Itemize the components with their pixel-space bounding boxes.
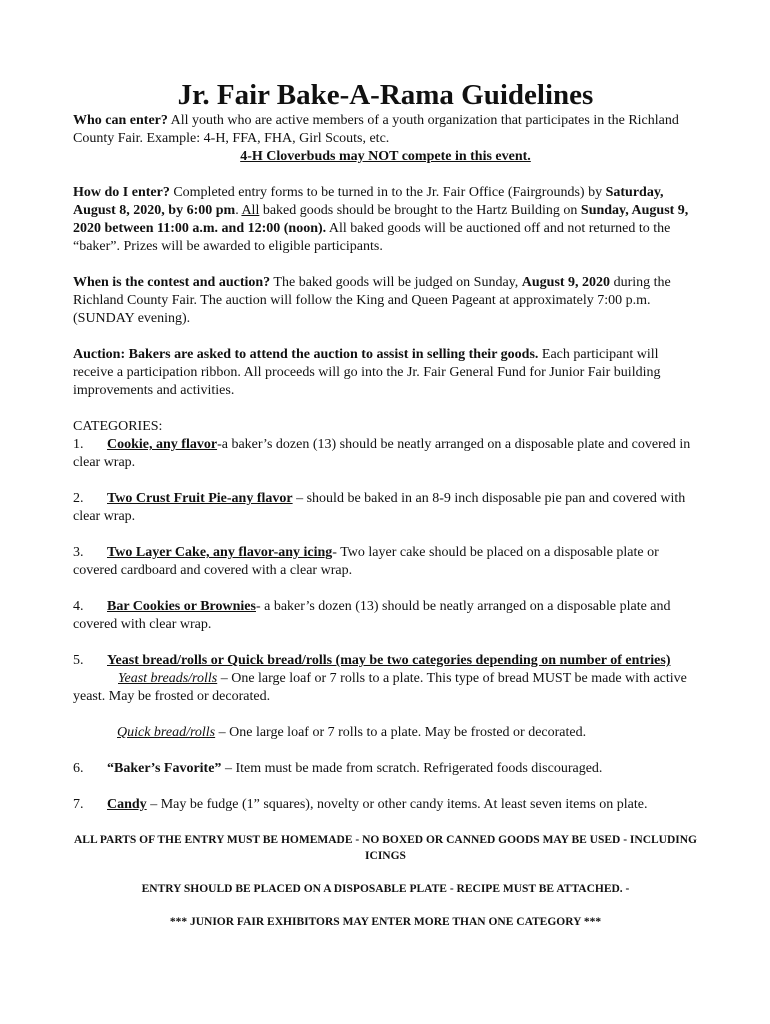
category-item — [73, 598, 698, 634]
category-desc: – Item must be made from scratch. Refrigerated foods discouraged. — [221, 761, 603, 776]
auction-section — [73, 346, 698, 400]
categories-heading: CATEGORIES: — [73, 419, 163, 434]
how-question: How do I enter? — [73, 185, 170, 200]
auction-text: Each participant will receive a participation ribbon. All proceeds will go into the Jr. Fair General Fund for Junior Fair building improvements and activities. — [73, 347, 661, 398]
category-number: 7. — [73, 797, 84, 812]
plate-notice: ENTRY SHOULD BE PLACED ON A DISPOSABLE PLATE - RECIPE MUST BE ATTACHED. - — [141, 883, 630, 895]
category-number: 4. — [73, 599, 84, 614]
who-paragraph — [73, 112, 698, 148]
category-desc: -a baker’s dozen (13) should be neatly arranged on a disposable plate and covered in clear wrap. — [73, 437, 691, 470]
category-number: 5. — [73, 653, 84, 668]
judging-date: August 9, 2020 — [521, 275, 611, 290]
auction-paragraph — [73, 346, 698, 400]
when-question: When is the contest and auction? — [73, 275, 271, 290]
category-name: Two Crust Fruit Pie-any flavor — [107, 491, 293, 506]
dropoff-date: Sunday, August 9, 2020 between 11:00 a.m. and 12:00 (noon). — [73, 203, 689, 236]
when-paragraph — [73, 274, 698, 328]
deadline-date: Saturday, August 8, 2020, by 6:00 pm — [73, 185, 664, 218]
category-item — [73, 490, 698, 526]
homemade-notice: ALL PARTS OF THE ENTRY MUST BE HOMEMADE - NO BOXED OR CANNED GOODS MAY BE USED - INCLUDING ICINGS — [73, 834, 698, 862]
category-item — [73, 652, 698, 670]
category-name: Two Layer Cake, any flavor-any icing — [107, 545, 333, 560]
auction-heading: Auction: Bakers are asked to attend the auction to assist in selling their goods. — [73, 347, 539, 362]
category-item — [73, 544, 698, 580]
category-item — [73, 796, 698, 814]
document-title: Jr. Fair Bake-A-Rama Guidelines — [177, 79, 594, 111]
how-section — [73, 184, 698, 256]
how-text-3: baked goods should be brought to the Hartz Building on — [259, 203, 581, 218]
cloverbuds-notice: 4-H Cloverbuds may NOT compete in this event. — [240, 149, 531, 164]
category-number: 2. — [73, 491, 84, 506]
category-number: 6. — [73, 761, 84, 776]
who-section — [73, 112, 698, 166]
category-name: Candy — [107, 797, 147, 812]
when-text-2: during the Richland County Fair. The auction will follow the King and Queen Pageant at approximately 7:00 p.m. (SUNDAY evening). — [73, 275, 671, 326]
category-desc: - Two layer cake should be placed on a disposable plate or covered cardboard and covered with a clear wrap. — [73, 545, 659, 578]
quick-name: Quick bread/rolls — [117, 725, 216, 740]
category-item — [73, 436, 698, 472]
category-item — [73, 760, 698, 778]
category-number: 3. — [73, 545, 84, 560]
yeast-name: Yeast breads/rolls — [118, 671, 218, 686]
category-desc: – should be baked in an 8-9 inch disposable pie pan and covered with clear wrap. — [73, 491, 686, 524]
yeast-subcategory — [73, 670, 698, 706]
who-question: Who can enter? — [73, 113, 168, 128]
how-text-1: Completed entry forms to be turned in to the Jr. Fair Office (Fairgrounds) by — [169, 185, 606, 200]
how-all: All — [241, 203, 260, 218]
who-text: All youth who are active members of a youth organization that participates in the Richland County Fair. Example: 4-H, FFA, FHA, Girl Scouts, etc. — [73, 113, 679, 146]
category-name: Yeast bread/rolls or Quick bread/rolls (may be two categories depending on number of entries) — [107, 653, 671, 668]
quick-desc: – One large loaf or 7 rolls to a plate. May be frosted or decorated. — [215, 725, 587, 740]
category-name: “Baker’s Favorite” — [107, 761, 222, 776]
quick-subcategory — [73, 724, 698, 742]
category-name: Cookie, any flavor — [107, 437, 218, 452]
when-section — [73, 274, 698, 328]
how-text-4: All baked goods will be auctioned off and not returned to the “baker”. Prizes will be awarded to eligible participants. — [73, 221, 671, 254]
category-desc: – May be fudge (1” squares), novelty or other candy items. At least seven items on plate. — [146, 797, 648, 812]
category-name: Bar Cookies or Brownies — [107, 599, 256, 614]
how-paragraph — [73, 184, 698, 256]
how-text-2: . — [235, 203, 242, 218]
yeast-desc: – One large loaf or 7 rolls to a plate. This type of bread MUST be made with active yeast. May be frosted or decorated. — [73, 671, 687, 704]
multiple-category-notice: *** JUNIOR FAIR EXHIBITORS MAY ENTER MORE THAN ONE CATEGORY *** — [169, 916, 602, 928]
categories-section — [73, 418, 698, 814]
when-text-1: The baked goods will be judged on Sunday, — [270, 275, 522, 290]
category-number: 1. — [73, 437, 84, 452]
category-desc: - a baker’s dozen (13) should be neatly arranged on a disposable plate and covered with clear wrap. — [73, 599, 671, 632]
